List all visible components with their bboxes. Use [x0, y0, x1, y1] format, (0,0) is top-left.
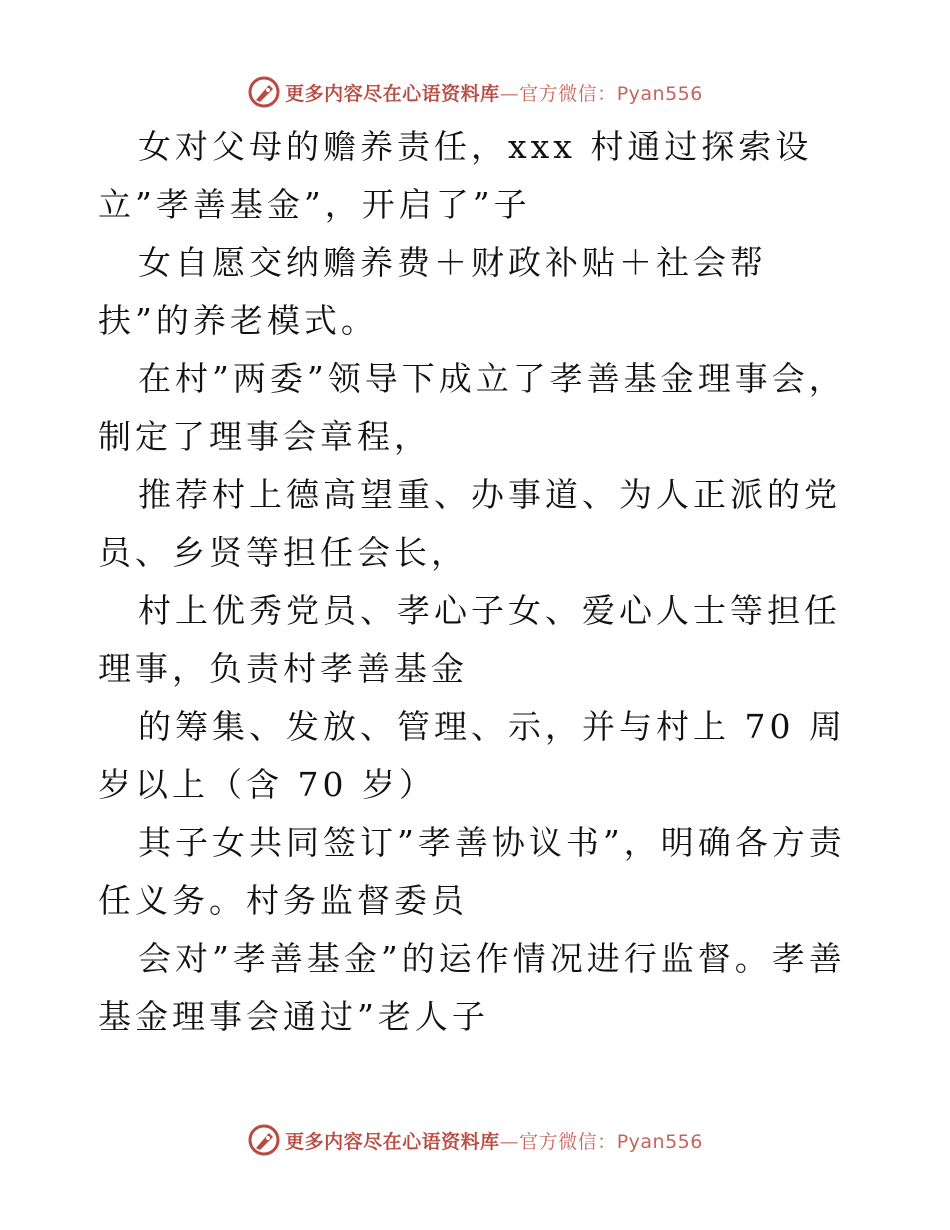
paragraph: 女自愿交纳赡养费＋财政补贴＋社会帮扶”的养老模式。 [98, 243, 767, 340]
paragraph: 会对”孝善基金”的运作情况进行监督。孝善基金理事会通过”老人子 [98, 939, 846, 1036]
paragraph: 在村”两委”领导下成立了孝善基金理事会，制定了理事会章程， [98, 359, 846, 456]
paragraph: 村上优秀党员、孝心子女、爱心人士等担任理事，负责村孝善基金 [98, 591, 841, 688]
footer-wechat-id: Pyan556 [616, 1130, 703, 1153]
paragraph: 其子女共同签订”孝善协议书”，明确各方责任义务。村务监督委员 [98, 823, 846, 920]
paragraph: 推荐村上德高望重、办事道、为人正派的党员、乡贤等担任会长， [98, 475, 841, 572]
footer-wechat-label: 官方微信： [519, 1130, 617, 1153]
paragraph: 的筹集、发放、管理、示，并与村上 70 周岁以上（含 70 岁） [98, 707, 846, 804]
header-wechat-label: 官方微信： [519, 82, 617, 105]
header-wechat-id: Pyan556 [616, 82, 703, 105]
header-text [285, 79, 703, 106]
footer-banner [0, 1120, 950, 1160]
pen-nib-logo-icon [247, 1123, 281, 1157]
footer-brand-text: 更多内容尽在心语资料库 [285, 1130, 500, 1153]
header-dash: — [499, 82, 520, 105]
header-brand-text: 更多内容尽在心语资料库 [285, 82, 500, 105]
footer-text [285, 1127, 703, 1154]
pen-nib-logo-icon [247, 75, 281, 109]
document-body [98, 118, 858, 1046]
header-banner [0, 72, 950, 112]
footer-dash: — [499, 1130, 520, 1153]
paragraph: 女对父母的赡养责任，xxx 村通过探索设立”孝善基金”，开启了”子 [98, 127, 813, 224]
